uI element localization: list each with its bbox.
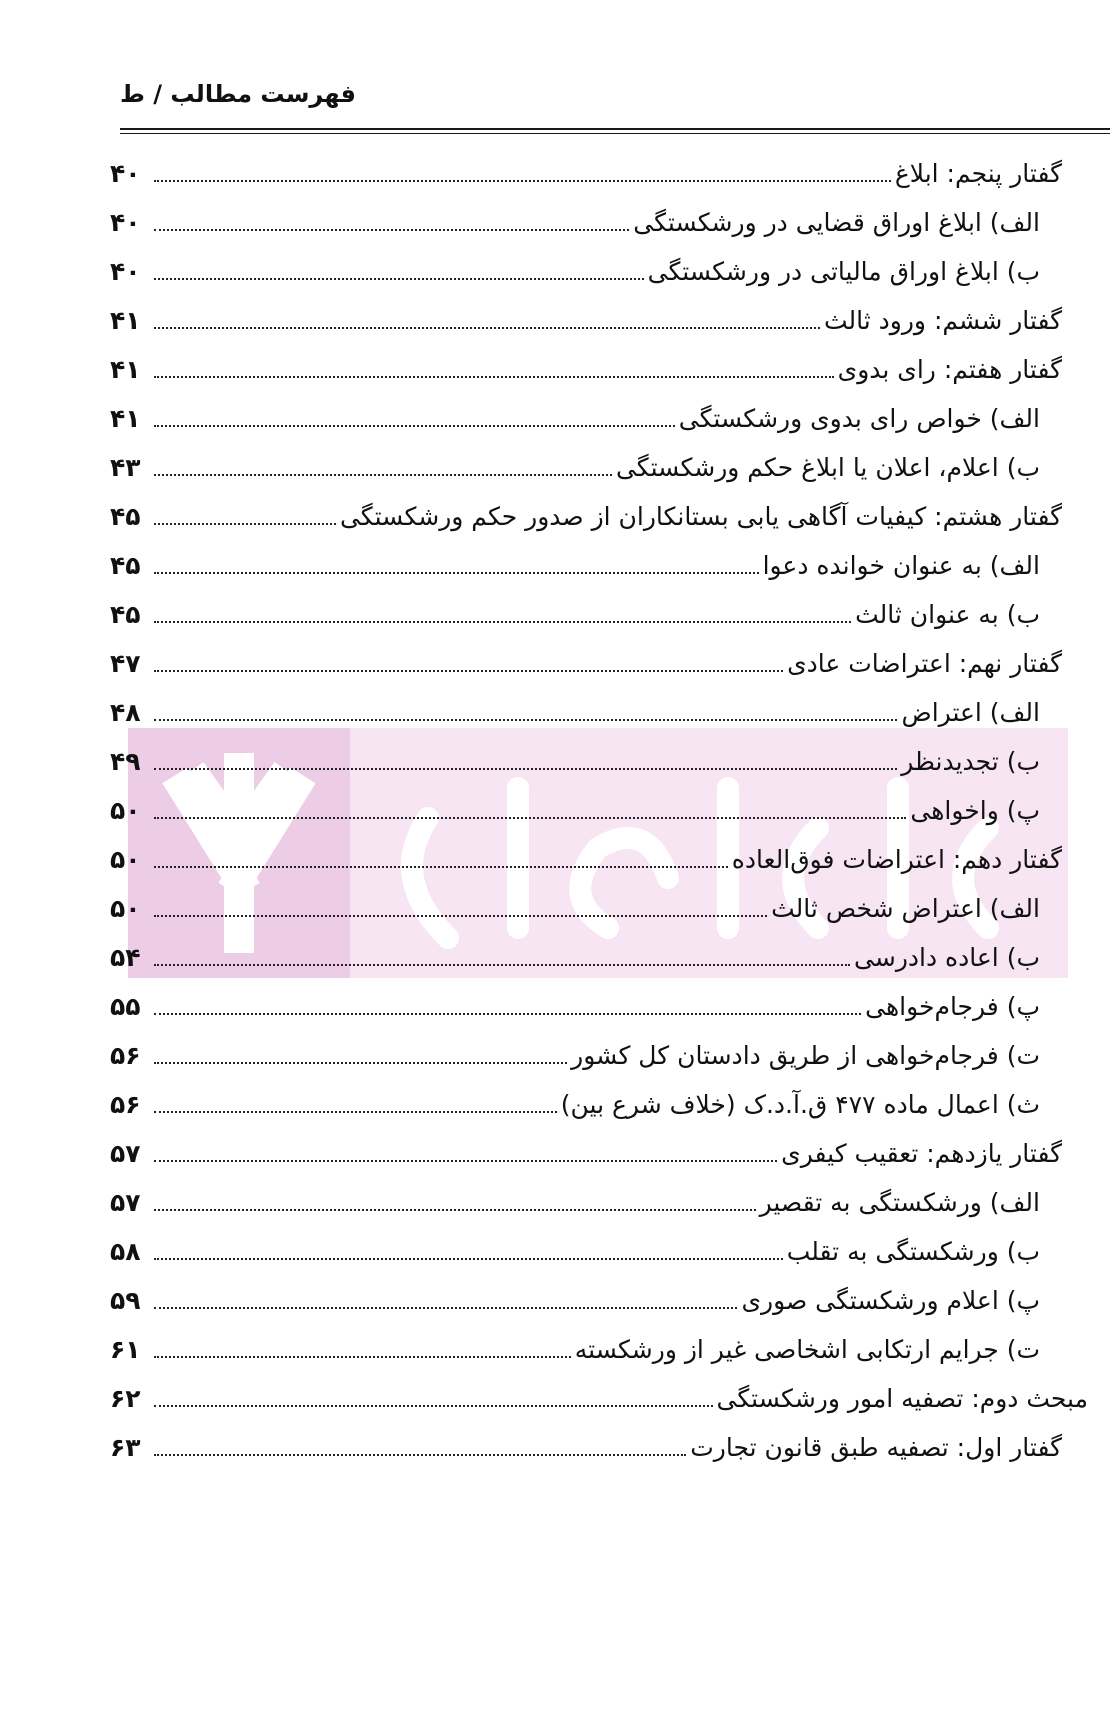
toc-leader-dots [154,523,336,525]
toc-leader-dots [154,768,897,770]
toc-entry-page-number: ۴۰ [110,257,141,286]
toc-entry [110,742,1040,782]
toc-leader-dots [154,327,820,329]
toc-entry-title: ب) به عنوان ثالث [855,600,1040,629]
toc-leader-dots [154,621,851,623]
toc-leader-dots [154,474,612,476]
toc-leader-dots [154,964,850,966]
toc-entry-title: ت) فرجام‌خواهی از طریق دادستان کل کشور [571,1041,1040,1070]
toc-entry-page-number: ۵۰ [110,894,141,923]
toc-entry-title: الف) به عنوان خوانده دعوا [762,551,1040,580]
toc-entry [110,350,1062,390]
toc-entry [110,546,1040,586]
toc-entry-page-number: ۴۰ [110,159,141,188]
toc-entry-title: گفتار هشتم: کیفیات آگاهی یابی بستانکاران از صدور حکم ورشکستگی [339,502,1062,531]
toc-leader-dots [154,572,759,574]
toc-entry-title: پ) فرجام‌خواهی [865,992,1040,1021]
toc-entry-title: ب) اعلام، اعلان یا ابلاغ حکم ورشکستگی [615,453,1040,482]
toc-entry-page-number: ۴۸ [110,698,141,727]
toc-entry [110,1085,1040,1125]
toc-entry-title: گفتار اول: تصفیه طبق قانون تجارت [690,1433,1062,1462]
toc-leader-dots [154,1160,777,1162]
toc-entry [110,595,1040,635]
toc-entry-title: الف) ابلاغ اوراق قضایی در ورشکستگی [633,208,1040,237]
toc-entry-title: ث) اعمال ماده ۴۷۷ ق.آ.د.ک (خلاف شرع بین) [560,1090,1040,1119]
toc-entry-page-number: ۶۱ [110,1335,141,1364]
toc-entry-page-number: ۴۱ [110,306,141,335]
toc-leader-dots [154,229,629,231]
toc-leader-dots [154,915,767,917]
toc-entry [110,154,1062,194]
toc-entry [110,1330,1040,1370]
toc-entry-title: گفتار نهم: اعتراضات عادی [787,649,1062,678]
toc-entry [110,1134,1062,1174]
toc-entry [110,840,1062,880]
toc-entry [110,399,1040,439]
toc-entry-title: گفتار دهم: اعتراضات فوق‌العاده [731,845,1062,874]
header-rule [120,128,1110,130]
toc-leader-dots [154,817,906,819]
toc-entry-page-number: ۴۹ [110,747,141,776]
toc-leader-dots [154,1013,861,1015]
toc-entry [110,791,1040,831]
running-header: فهرست مطالب / ط [120,80,356,108]
toc-entry [110,448,1040,488]
toc-entry [110,203,1040,243]
toc-entry-page-number: ۴۵ [110,600,141,629]
toc-entry [110,644,1062,684]
toc-entry-page-number: ۵۹ [110,1286,141,1315]
toc-leader-dots [154,1405,713,1407]
toc-entry-page-number: ۴۵ [110,502,141,531]
toc-leader-dots [154,1454,686,1456]
toc-entry-page-number: ۴۷ [110,649,141,678]
toc-entry-page-number: ۵۷ [110,1139,141,1168]
toc-entry-page-number: ۴۰ [110,208,141,237]
toc-leader-dots [154,1062,567,1064]
toc-entry-page-number: ۵۸ [110,1237,141,1266]
toc-entry-title: الف) ورشکستگی به تقصیر [759,1188,1040,1217]
toc-leader-dots [154,866,728,868]
toc-entry-page-number: ۴۱ [110,355,141,384]
toc-entry [110,1232,1040,1272]
toc-leader-dots [154,1356,571,1358]
toc-entry [110,1183,1040,1223]
toc-entry-page-number: ۵۵ [110,992,141,1021]
toc-entry-page-number: ۵۷ [110,1188,141,1217]
toc-leader-dots [154,425,675,427]
toc-entry [110,938,1040,978]
toc-leader-dots [154,376,834,378]
toc-entry [110,301,1062,341]
toc-entry-page-number: ۵۰ [110,845,141,874]
toc-entry [110,497,1062,537]
toc-leader-dots [154,1307,737,1309]
toc-leader-dots [154,180,891,182]
toc-entry-title: پ) واخواهی [910,796,1040,825]
toc-entry-title: مبحث دوم: تصفیه امور ورشکستگی [716,1384,1088,1413]
toc-entry [110,1428,1062,1468]
toc-entry [110,693,1040,733]
toc-leader-dots [154,1111,557,1113]
toc-entry [110,987,1040,1027]
header-rule-thin [120,133,1110,134]
toc-entry-page-number: ۴۱ [110,404,141,433]
toc-entry-page-number: ۶۳ [110,1433,141,1462]
toc-entry-title: ب) اعاده دادرسی [854,943,1040,972]
toc-entry [110,889,1040,929]
toc-leader-dots [154,719,897,721]
toc-entry-title: ت) جرایم ارتکابی اشخاصی غیر از ورشکسته [574,1335,1040,1364]
toc-entry-title: ب) ابلاغ اوراق مالیاتی در ورشکستگی [647,257,1040,286]
toc-entry [110,252,1040,292]
toc-entry-title: الف) اعتراض شخص ثالث [771,894,1040,923]
toc-entry [110,1379,1088,1419]
toc-entry-page-number: ۶۲ [110,1384,141,1413]
toc-entry-title: گفتار یازدهم: تعقیب کیفری [781,1139,1062,1168]
toc-entry-title: گفتار پنجم: ابلاغ [894,159,1062,188]
toc-leader-dots [154,1209,756,1211]
toc-entry-title: الف) خواص رای بدوی ورشکستگی [678,404,1040,433]
toc-entry [110,1281,1040,1321]
toc-entry-title: گفتار ششم: ورود ثالث [823,306,1062,335]
toc-leader-dots [154,278,644,280]
toc-entry-page-number: ۵۶ [110,1090,141,1119]
toc-entry-page-number: ۴۵ [110,551,141,580]
toc-entry [110,1036,1040,1076]
toc-entry-title: الف) اعتراض [901,698,1040,727]
toc-leader-dots [154,1258,783,1260]
toc-entry-page-number: ۵۰ [110,796,141,825]
toc-entry-title: ب) تجدیدنظر [901,747,1040,776]
toc-entry-title: ب) ورشکستگی به تقلب [786,1237,1040,1266]
toc-leader-dots [154,670,783,672]
toc-entry-title: پ) اعلام ورشکستگی صوری [741,1286,1040,1315]
toc-entry-title: گفتار هفتم: رای بدوی [837,355,1062,384]
toc-entry-page-number: ۵۴ [110,943,141,972]
toc-entry-page-number: ۵۶ [110,1041,141,1070]
toc-entry-page-number: ۴۳ [110,453,141,482]
